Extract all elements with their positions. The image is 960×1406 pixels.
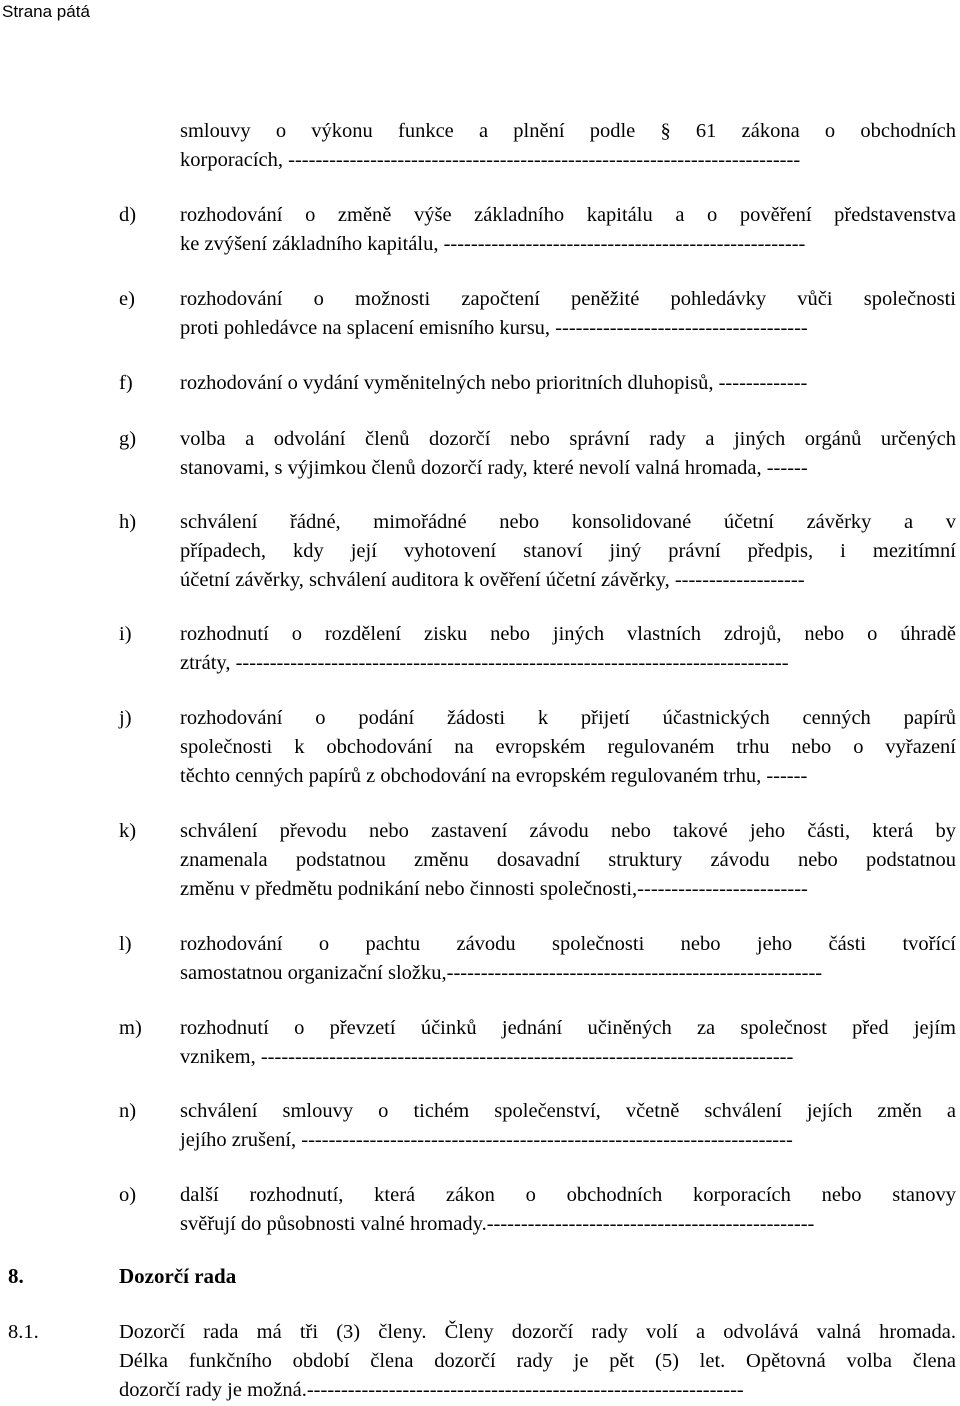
item-line: změnu v předmětu podnikání nebo činnosti společnosti,-------------------------	[180, 878, 808, 900]
subsection-line: Délka funkčního období člena dozorčí rady je pět (5) let. Opětovná volba člena	[119, 1350, 956, 1372]
item-line: ke zvýšení základního kapitálu, -----------------------------------------------------	[180, 233, 806, 255]
intro-line: smlouvy o výkonu funkce a plnění podle § 61 zákona o obchodních	[180, 120, 956, 142]
intro-line: korporacích, ---------------------------------------------------------------------------	[180, 149, 801, 171]
subsection-number: 8.1.	[8, 1321, 39, 1343]
section-heading	[8, 1262, 236, 1291]
item-marker: o)	[119, 1184, 137, 1206]
item-line: samostatnou organizační složku,-------------------------------------------------------	[180, 962, 823, 984]
item-line: ztráty, ---------------------------------------------------------------------------------	[180, 652, 789, 674]
item-line: rozhodnutí o rozdělení zisku nebo jiných vlastních zdrojů, nebo o úhradě	[180, 623, 956, 645]
subsection-line: dozorčí rady je možná.----------------------------------------------------------------	[119, 1379, 744, 1401]
item-line: schválení smlouvy o tichém společenství, včetně schválení jejích změn a	[180, 1100, 956, 1122]
item-marker: i)	[119, 623, 132, 645]
item-line: volba a odvolání členů dozorčí nebo správní rady a jiných orgánů určených	[180, 428, 956, 450]
item-line: rozhodnutí o převzetí účinků jednání učiněných za společnost před jejím	[180, 1017, 956, 1039]
item-line: vznikem, ------------------------------------------------------------------------------	[180, 1046, 794, 1068]
item-marker: l)	[119, 933, 132, 955]
item-line: schválení řádné, mimořádné nebo konsolidované účetní závěrky a v	[180, 511, 956, 533]
item-line: případech, kdy její vyhotovení stanoví jiný právní předpis, i mezitímní	[180, 540, 956, 562]
section-title: Dozorčí rada	[119, 1264, 237, 1288]
subsection-line: Dozorčí rada má tři (3) členy. Členy dozorčí rady volí a odvolává valná hromada.	[119, 1321, 956, 1343]
item-line: svěřují do působnosti valné hromady.------------------------------------------------	[180, 1213, 815, 1235]
item-marker: e)	[119, 288, 135, 310]
item-line: rozhodování o možnosti započtení peněžité pohledávky vůči společnosti	[180, 288, 956, 310]
section-number: 8.	[8, 1264, 24, 1288]
item-line: stanovami, s výjimkou členů dozorčí rady, které nevolí valná hromada, ------	[180, 457, 808, 479]
item-marker: k)	[119, 820, 137, 842]
item-line: proti pohledávce na splacení emisního kursu, -------------------------------------	[180, 317, 808, 339]
item-marker: g)	[119, 428, 137, 450]
item-marker: n)	[119, 1100, 137, 1122]
item-marker: f)	[119, 372, 133, 394]
item-line: společnosti k obchodování na evropském regulovaném trhu nebo o vyřazení	[180, 736, 956, 758]
page-label: Strana pátá	[2, 2, 90, 21]
item-line: rozhodování o změně výše základního kapitálu a o pověření představenstva	[180, 204, 956, 226]
item-line: rozhodování o vydání vyměnitelných nebo prioritních dluhopisů, -------------	[180, 372, 808, 394]
item-marker: m)	[119, 1017, 142, 1039]
item-marker: d)	[119, 204, 137, 226]
item-line: těchto cenných papírů z obchodování na evropském regulovaném trhu, ------	[180, 765, 808, 787]
item-line: rozhodování o pachtu závodu společnosti nebo jeho části tvořící	[180, 933, 956, 955]
item-marker: h)	[119, 511, 137, 533]
item-line: rozhodování o podání žádosti k přijetí účastnických cenných papírů	[180, 707, 956, 729]
item-marker: j)	[119, 707, 132, 729]
item-line: jejího zrušení, ------------------------------------------------------------------------	[180, 1129, 793, 1151]
item-line: schválení převodu nebo zastavení závodu nebo takové jeho části, která by	[180, 820, 956, 842]
item-line: účetní závěrky, schválení auditora k ověření účetní závěrky, -------------------	[180, 569, 805, 591]
item-line: další rozhodnutí, která zákon o obchodních korporacích nebo stanovy	[180, 1184, 956, 1206]
item-line: znamenala podstatnou změnu dosavadní struktury závodu nebo podstatnou	[180, 849, 956, 871]
